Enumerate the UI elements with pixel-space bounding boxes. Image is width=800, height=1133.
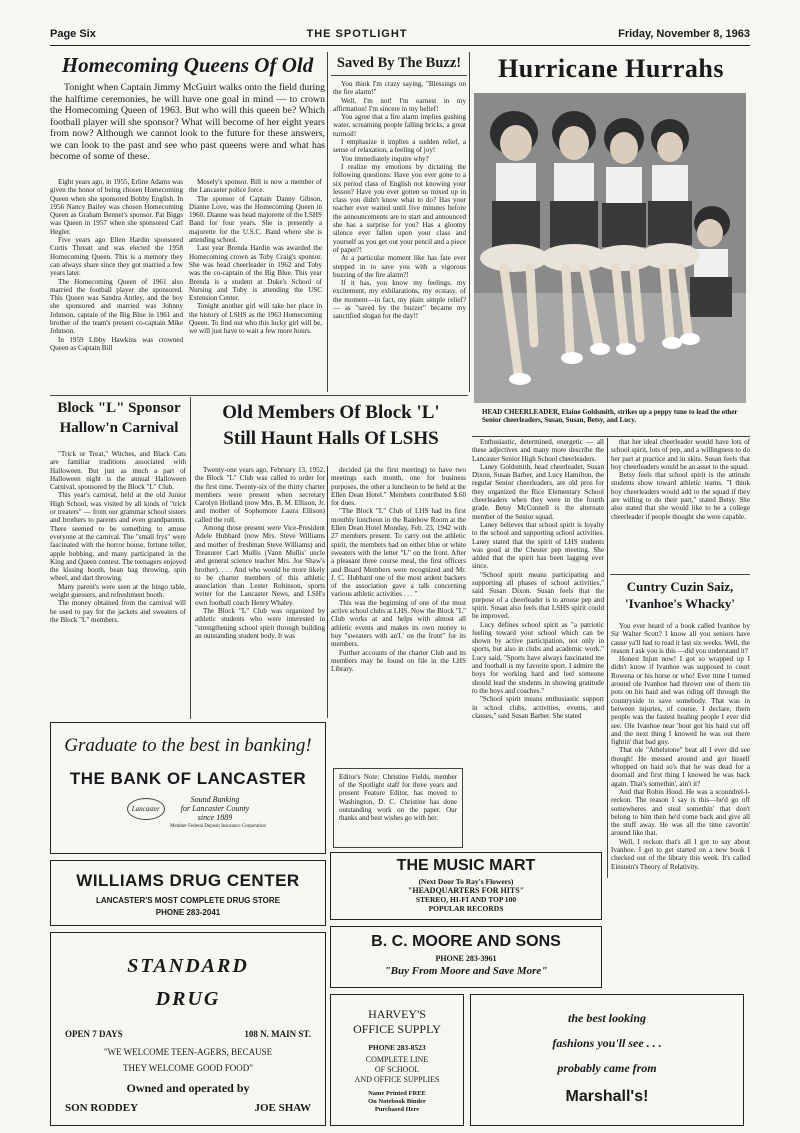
harveys-office-supply-ad — [330, 994, 464, 1126]
moore-slogan: "Buy From Moore and Save More" — [384, 965, 548, 977]
moore-phone: PHONE 283-3961 — [435, 954, 497, 963]
music-records: POPULAR RECORDS — [428, 904, 504, 913]
standard-welcome-1: "WE WELCOME TEEN-AGERS, BECAUSE — [103, 1047, 273, 1057]
standard-info: OPEN 7 DAYS 108 N. MAIN ST. — [65, 1029, 311, 1039]
photo-caption: HEAD CHEERLEADER, Elaine Goldsmith, strikes up a peppy tune to lead the other Senior cheerleaders, Susan, Susan, Betsy, and Lucy. — [482, 408, 738, 424]
bank-logo: Lancaster — [127, 798, 165, 820]
ivanhoe-article: You ever heard of a book called Ivanhoe by Sir Walter Scott? I know all you seniors have cause ya'll had to read it last six weeks. Well, the reason I ask you is this —did you understand it? Honest Injun now! I got so wrapped up I didn't know if Ivanhoe was supposed to court Rowena or his horse or who! Ever time I turned around ole Ivanhoe had thrown one of them tin pots on his haid and was riding off through the countryside to save somebody. That was in between injuries, of course. I declare, them people was the fastest healing people I ever did see. Ole Ivanhoe near 'bout got his haid cut off and the next thing I knowed he was out there fightin' that bad guy. That ole "Athelstone" beat all I ever did see though! He messed around and got hisself whopped on haid so's that he was dead for a doornail and first thing I knowed he was back again. That's somethin', ain't it? And that Robin Hood. He was a scoundrel-I-reckon. The reason I say is this—he'd go off somewheres and steal somethin' that don't belong to him then he'd come back and give all the stuff away. He was all the time cavortin' around like that. Well, I reckon that's all I got to say about Ivanhoe. I got to get started on a new book I checked out of the library this week. It's called Einstein's Theory of Relativity. — [611, 622, 750, 871]
carnival-article: "Trick or Treat," Witches, and Black Cats are familiar traditions associated with Halloween. But just as much a part of Halloween night is the annual Halloween Carnival, sponsored by the Block "L" Club. This year's carnival, held at the old Junior High School, was visited by all kinds of "trick or treaters" — from our grammar school sisters and brothers to parents and even grandparents. There seemed to be something to amuse everyone at the carnival. The "small frys" were fascinated with the horror house, fortune teller, apple bobbing, and many participated in the King and Queen contest. The teenagers enjoyed the kissing booth, bean bag throwing, spin wheel, and dart throwing. Many parent's were seen at the bingo table, weight guessers, and refreshment booth. The money obtained from the carnival will be used to pay for the jackets and sweaters of the Block "L" members. — [50, 450, 186, 624]
homecoming-column-1: Eight years ago, in 1955, Erline Adams was given the honor of being chosen Homecoming Queen when she sponsored Bobby English. In 1956 Nancy Bailey was chosen Homecoming Queen as Graham Bennet's sponsor. Pat Biggs was Queen in 1957 when she sponsored Carl Hegler. Five years ago Ellen Hardin sponsored Curtis Threatt and was elected the 1958 Homecoming Queen. This is a memory they can always share since they got married a few years later. The Homecoming Queen of 1961 also married the football player she sponsored. This Queen was Sandra Antley, and the boy she sponsored and married was Johnny Johnson, captain of the Big Blue in 1961 and brother of the team's present co-captain Mike Johnson. In 1959 Libby Hawkins was crowned Queen as Captain Bill — [50, 178, 183, 352]
block-l-headline: Old Members Of Block 'L' Still Haunt Halls Of LSHS — [222, 402, 440, 449]
standard-drug-ad — [50, 932, 326, 1126]
bank-slogan: Graduate to the best in banking! — [64, 735, 312, 756]
marshalls-line-1: the best looking — [567, 1011, 646, 1025]
hurricane-column-1: Enthusiastic, determined, energetic — all these adjectives and many more describe the Lancaster Senior High School cheerleaders. Laney Goldsmith, head cheerleader, Susan Dixon, Susan Barber, and Lucy Hamilton, the regular Senior cheerleaders, are old pros for they organized the Rice Elementary School cheerleaders when they were in the fourth grade. Betsy McConnell is the alternate member of the Senior squad. Laney believes that school spirit is loyalty to the school and supporting school activities. Laney stated that the spirit of LHS students was good at the Chester pep meeting. She added that the spirit has been lagging ever since. "School spirit means participating and supporting all phases of school activities," said Susan Dixon. Susan feels that the purpose of a cheerleader is to arouse pep and spirit. Susan also feels that LSHS spirit could be improved. Lucy defines school spirit as "a patriotic feeling toward your school which can be shown by active participation, not only in sports, but also in clubs and academic work." Lucy said, "Sports have always fascinated me and football is my favorite sport. I admire the boys for working hard and feel someone should lead the students in showing gratitude to the boys and coaches." "School spirit means enthusiastic support in school clubs, activities, events, and classes," said Susan Barber. She stated — [472, 438, 604, 720]
block-l-column-2: decided (at the first meeting) to have two meetings each month, one for business purposes, the other a luncheon to be held at the Ellen Dean Hotel." Members contributed $.60 for dues. "The Block "L" Club of LHS had its first monthly luncheon in the Rainbow Room at the Ellen Dean Hotel Monday, Feb. 23, 1942 with 27 members present. To carry out the athletic spirit, the members had on either blue or white sweaters with the letter "L" on the front. After a pleasant three course meal, the first officers and Board Members were recognized and Mr. J. C. Hubbard one of the most ardent backers of the association gave a talk concerning various athletic activities . . . " This was the beginning of one of the most active school clubs at LHS. Now the Block "L" Club works at and helps with almost all athletic events and makes its own money to buy "sweaters with an'L' on the front" for its members. Further accounts of the charter Club and its members may be found on file in the LHS Library. — [331, 466, 466, 674]
music-headquarters: "HEADQUARTERS FOR HITS" — [407, 886, 525, 895]
music-name: THE MUSIC MART — [396, 857, 536, 874]
music-location: (Next Door To Ray's Flowers) — [418, 877, 514, 886]
marshalls-name: Marshall's! — [565, 1088, 649, 1105]
music-mart-ad — [330, 852, 602, 920]
issue-date: Friday, November 8, 1963 — [618, 28, 750, 40]
hurricane-column-2: that her ideal cheerleader would have lots of school spirit, lots of pep, and a willingness to do her part at practice and in skits. Susan feels that boy cheerleaders would be an asset to the squad. Betsy feels that school spirit is the attitude students show toward athletic teams. "I think boy cheerleaders would add to the squad if they are willing to do their part," stated Betsy. She also stated that she would like to be a college cheerleader if people thought she were capable. — [611, 438, 750, 521]
harveys-supplies: COMPLETE LINE OF SCHOOL AND OFFICE SUPPLIES — [354, 1055, 440, 1084]
harveys-name-1: HARVEY'S — [368, 1007, 426, 1021]
editors-note: Editor's Note: Christine Fields, member of the Spotlight staff for three years and present Feature Editor, has moved to Washington, D. C. Christine has done outstanding work on the paper. Our thanks and best wishes go with her. — [333, 768, 463, 848]
williams-drug-ad — [50, 860, 326, 926]
cheerleaders-photo-art — [474, 93, 746, 403]
standard-owned: Owned and operated by — [126, 1081, 250, 1095]
standard-welcome-2: THEY WELCOME GOOD FOOD" — [123, 1063, 253, 1073]
williams-tagline: LANCASTER'S MOST COMPLETE DRUG STORE — [96, 896, 280, 905]
music-stereo: STEREO, HI-FI AND TOP 100 — [415, 895, 517, 904]
carnival-headline: Block "L" Sponsor Hallow'n Carnival — [57, 400, 181, 436]
marshalls-line-2: fashions you'll see . . . — [552, 1036, 662, 1050]
williams-name: WILLIAMS DRUG CENTER — [76, 871, 300, 890]
bank-tagline: Sound Banking for Lancaster County since 1889 — [180, 795, 250, 822]
buzz-article: You think I'm crazy saying, "Blessings on the fire alarm!" Well, I'm not! I'm earnest in my affirmation! I'm sincere in my belief! You agree that a fire alarm implies gushing water, screaming people falling bricks, a great turmoil! I emphasize it implies a sudden relief, a sense of relaxation, a feeling of joy! You immediately inquire why? I realize my emotions by dictating the following questions: Have you ever gone to a six period class of English not knowing your lesson? Have you ever gotten so mixed up in class you didn't know what to do? Has your teacher ever waited until five minutes before the announcements are to start and announced she has a surprise for you? Has a gloomy silence ever fallen upon your class and yourself as you get out your pencil and a piece of paper?! At a particular moment like has fate ever stepped in to save you with a vigorous buzzing of the fire alarm?! If it has, you know my feelings, my excitement, my exhilarations, my ecstasy, of the moment—in fact, my plain simple relief? — as "saved by the buzzer" became my sanctified slogan for the day!! — [333, 80, 466, 321]
standard-name-2: DRUG — [155, 988, 221, 1010]
bank-of-lancaster-ad — [50, 722, 326, 854]
harveys-phone: PHONE 283-8523 — [368, 1043, 426, 1052]
marshalls-ad — [470, 994, 744, 1126]
page-header — [50, 28, 750, 46]
homecoming-column-2: Mosely's sponsor. Bill is now a member of the Lancaster police force. The sponsor of Captain Danny Gibson, Dianne Love, was the Homecoming Queen in 1960. Dianne was head majorette of the LSHS Band for four years. She is presently a majorette for the U.S.C. Band where she is attending school. Last year Brenda Hardin was awarded the Homecoming crown as Toby Craig's sponsor. She was head cheerleader in 1962 and Toby was the co-captain of the Big Blue. This year Brenda is a student at Duke's School of Nursing and Toby is attending the USC Extension Center. Tonight another girl will take her place in the history of LSHS as the 1963 Homecoming Queen. To find out who this lucky girl will be, we will just have to wait a few more hours. — [189, 178, 322, 336]
standard-name-1: STANDARD — [127, 955, 249, 977]
homecoming-headline: Homecoming Queens Of Old — [61, 53, 314, 77]
hurricane-headline: Hurricane Hurrahs — [498, 54, 724, 83]
standard-owners: SON RODDEY JOE SHAW — [65, 1102, 311, 1114]
williams-phone: PHONE 283-2041 — [155, 908, 221, 917]
ivanhoe-headline: Cuntry Cuzin Saiz, 'Ivanhoe's Whacky' — [625, 579, 735, 611]
harveys-name-2: OFFICE SUPPLY — [353, 1022, 441, 1036]
page-number: Page Six — [50, 28, 96, 40]
block-l-column-1: Twenty-one years ago, February 13, 1952, the Block "L" Club was called to order for the first time. Twenty-six of the thirty charter members were present when secretary Carolyn Holland (now Mrs. B. M. Ellison, Jr. and mother of Sophomore Laura Ellison) called the roll. Among those present were Vice-President Adele Hubbard (now Mrs. Steve Williams and mother of freshman Steve Williams) and Treasurer Carl Mullis (Vann Mullis' uncle and general science teacher Mrs. Joe Shaw's brother). . . . And who would be more likely to be charter members of this athletic association than Lester Robinson, sports writer for the Lancaster News, and LSH's own football coach Henry Whaley. The Block "L" Club was organized by athletic students who were interested in "strengthening school spirit through building an outstanding student body. It was — [195, 466, 325, 640]
masthead-title: THE SPOTLIGHT — [306, 28, 408, 40]
bank-name: THE BANK OF LANCASTER — [69, 769, 307, 788]
moore-name: B. C. MOORE AND SONS — [371, 933, 561, 950]
cheerleaders-photo — [474, 93, 746, 403]
bc-moore-ad — [330, 926, 602, 988]
buzz-headline: Saved By The Buzz! — [331, 54, 467, 76]
bank-fdic: Member Federal Deposit Insurance Corporation — [169, 824, 267, 829]
harveys-offer: Name Printed FREE On Notebook Binder Purchased Here — [368, 1090, 426, 1113]
homecoming-lead: Tonight when Captain Jimmy McGuirt walks onto the field during the halftime ceremonies, he will have one goal in mind — to crown the Homecoming Queen of 1963. But who will this queen be? Which football player will she sponsor? What will become of her eight years from now? Although we cannot look to the future for these answers, we can look to the past and see who past queens were and what has become of some of these. — [50, 82, 325, 162]
marshalls-line-3: probably came from — [557, 1061, 657, 1075]
